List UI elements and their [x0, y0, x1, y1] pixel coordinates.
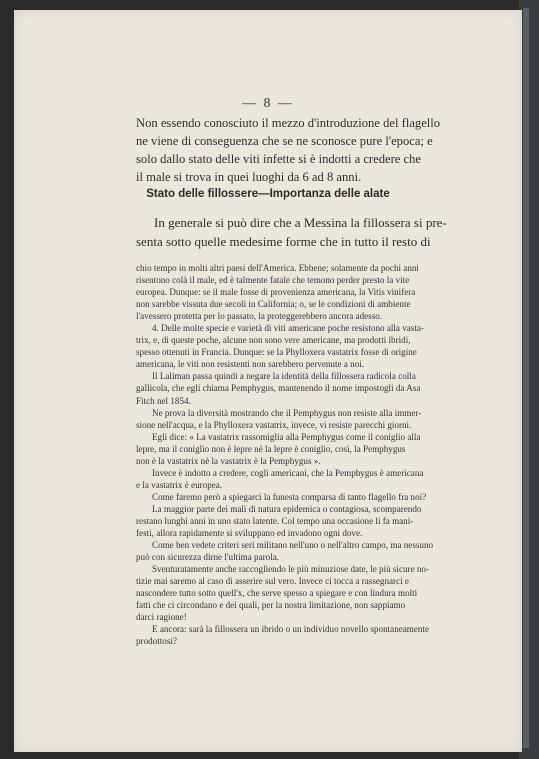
footnote-line: nascondere tutto sotto quell'x, che serve spesso a spiegare e con lindura molti: [136, 588, 418, 599]
footnote-line: spesso ottenuti in Francia. Dunque: se la Phylloxera vastatrix fosse di origine: [136, 347, 417, 358]
intro-paragraph: [136, 114, 454, 186]
footnote-line: europea. Dunque: se il male fosse di provenienza americana, la Vitis vinifera: [136, 287, 416, 298]
footnote-line: tizie mai saremo al caso di asserire sul vero. Invece ci tocca a rassegnarci e: [136, 576, 409, 587]
text-line: solo dallo stato delle viti infette si è indotti a credere che: [136, 152, 422, 166]
footnote-line: Il Laliman passa quindi a negare la identità della fillossera radicola colla: [152, 371, 416, 382]
footnote-line: l'avessero protetta per lo passato, la proteggerebbero ancora adesso.: [136, 311, 383, 322]
footnote-line: E ancora: sarà la fillossera un ibrido o un individuo novello spontaneamente: [152, 624, 430, 635]
footnote-line: risentono colà il male, ed è talmente fatale che temono perder presto la vite: [136, 275, 410, 286]
footnote-line: fatti che ci circondano e dei quali, per la nostra limitazione, non sappiamo: [136, 600, 406, 611]
footnote-line: Ne prova la diversità mostrando che il Pemphygus non resiste alla immer-: [152, 407, 422, 418]
footnote-line: americana, le viti non resistenti non sarebbero pervenute a noi.: [136, 359, 365, 370]
footnote-line: darci ragione!: [136, 612, 187, 623]
footnote-line: 4. Delle molte specie e varietà di viti americane poche resistono alla vasta-: [152, 323, 424, 334]
footnote-line: La maggior parte dei mali di natura epidemica o contagiosa, scomparendo: [152, 503, 422, 514]
footnote-line: può con sicurezza dirne l'ultima parola.: [136, 552, 280, 563]
footnote-line: chio tempo in molti altri paesi dell'America. Ebbene; solamente da pochi anni: [136, 263, 419, 273]
text-line: Non essendo conosciuto il mezzo d'introduzione del flagello: [136, 116, 441, 130]
footnote-line: Fitch nel 1854.: [136, 395, 191, 406]
text-line: senta sotto quelle medesime forme che in tutto il resto di: [136, 234, 431, 249]
footnote-line: restano lunghi anni in uno stato latente. Col tempo una occasione li fa mani-: [136, 515, 414, 526]
footnote-line: Invece è indotto a credere, cogli americani, che la Pemphygus è americana: [152, 467, 424, 478]
book-binding: [519, 0, 539, 759]
footnote-line: prodottosi?: [136, 636, 177, 647]
page-number: — 8 —: [242, 96, 294, 111]
footnote-line: Come faremo però a spiegarci la funesta comparsa di tanto flagello fra noi?: [152, 491, 427, 502]
text-line: In generale si può dire che a Messina la fillossera si pre-: [154, 215, 447, 230]
footnote-line: gallicola, che egli chiama Pemphygus, mantenendo il nome impostogli da Asa: [136, 383, 421, 394]
footnote-line: non è la vastatrix nè la vastatrix è la Pemphygus ».: [136, 455, 321, 466]
footnote-line: Egli dice: « La vastatrix rassomiglia alla Pemphygus come il coniglio alla: [152, 431, 421, 442]
section-paragraph: [136, 213, 456, 251]
footnote-line: lepre, ma il coniglio non è lepre nè la lepre è coniglio, così, la Pemphygus: [136, 443, 406, 454]
section-heading: Stato delle fillossere—Importanza delle alate: [146, 188, 390, 200]
footnote-line: non sarebbe vissuta due secoli in California; o, se le condizioni di ambiente: [136, 299, 411, 310]
footnote-line: trix, e, di queste poche, alcune non sono vere americane, ma prodotti ibridi,: [136, 335, 411, 346]
text-line: ne viene di conseguenza che se ne sconosce pure l'epoca; e: [136, 134, 433, 148]
footnote-text-block: [136, 262, 454, 648]
footnote-line: Come ben vedete criteri seri militano nell'uno o nell'altro campo, ma nessuno: [152, 540, 434, 551]
footnote-line: sione nell'acqua, e la Phylloxera vastatrix, invece, vi resiste parecchi giorni.: [136, 419, 412, 430]
book-page: [14, 10, 522, 752]
footnote-line: Sventuratamente anche raccogliendo le più minuziose date, le più sicure no-: [152, 564, 430, 575]
footnote-line: e la vastatrix è europea.: [136, 479, 223, 490]
footnote-line: festi, allora rapidamente si sviluppano ed invadono ogni dove.: [136, 528, 363, 539]
text-line: il male si trova in quei luoghi da 6 ad 8 anni.: [136, 170, 362, 184]
